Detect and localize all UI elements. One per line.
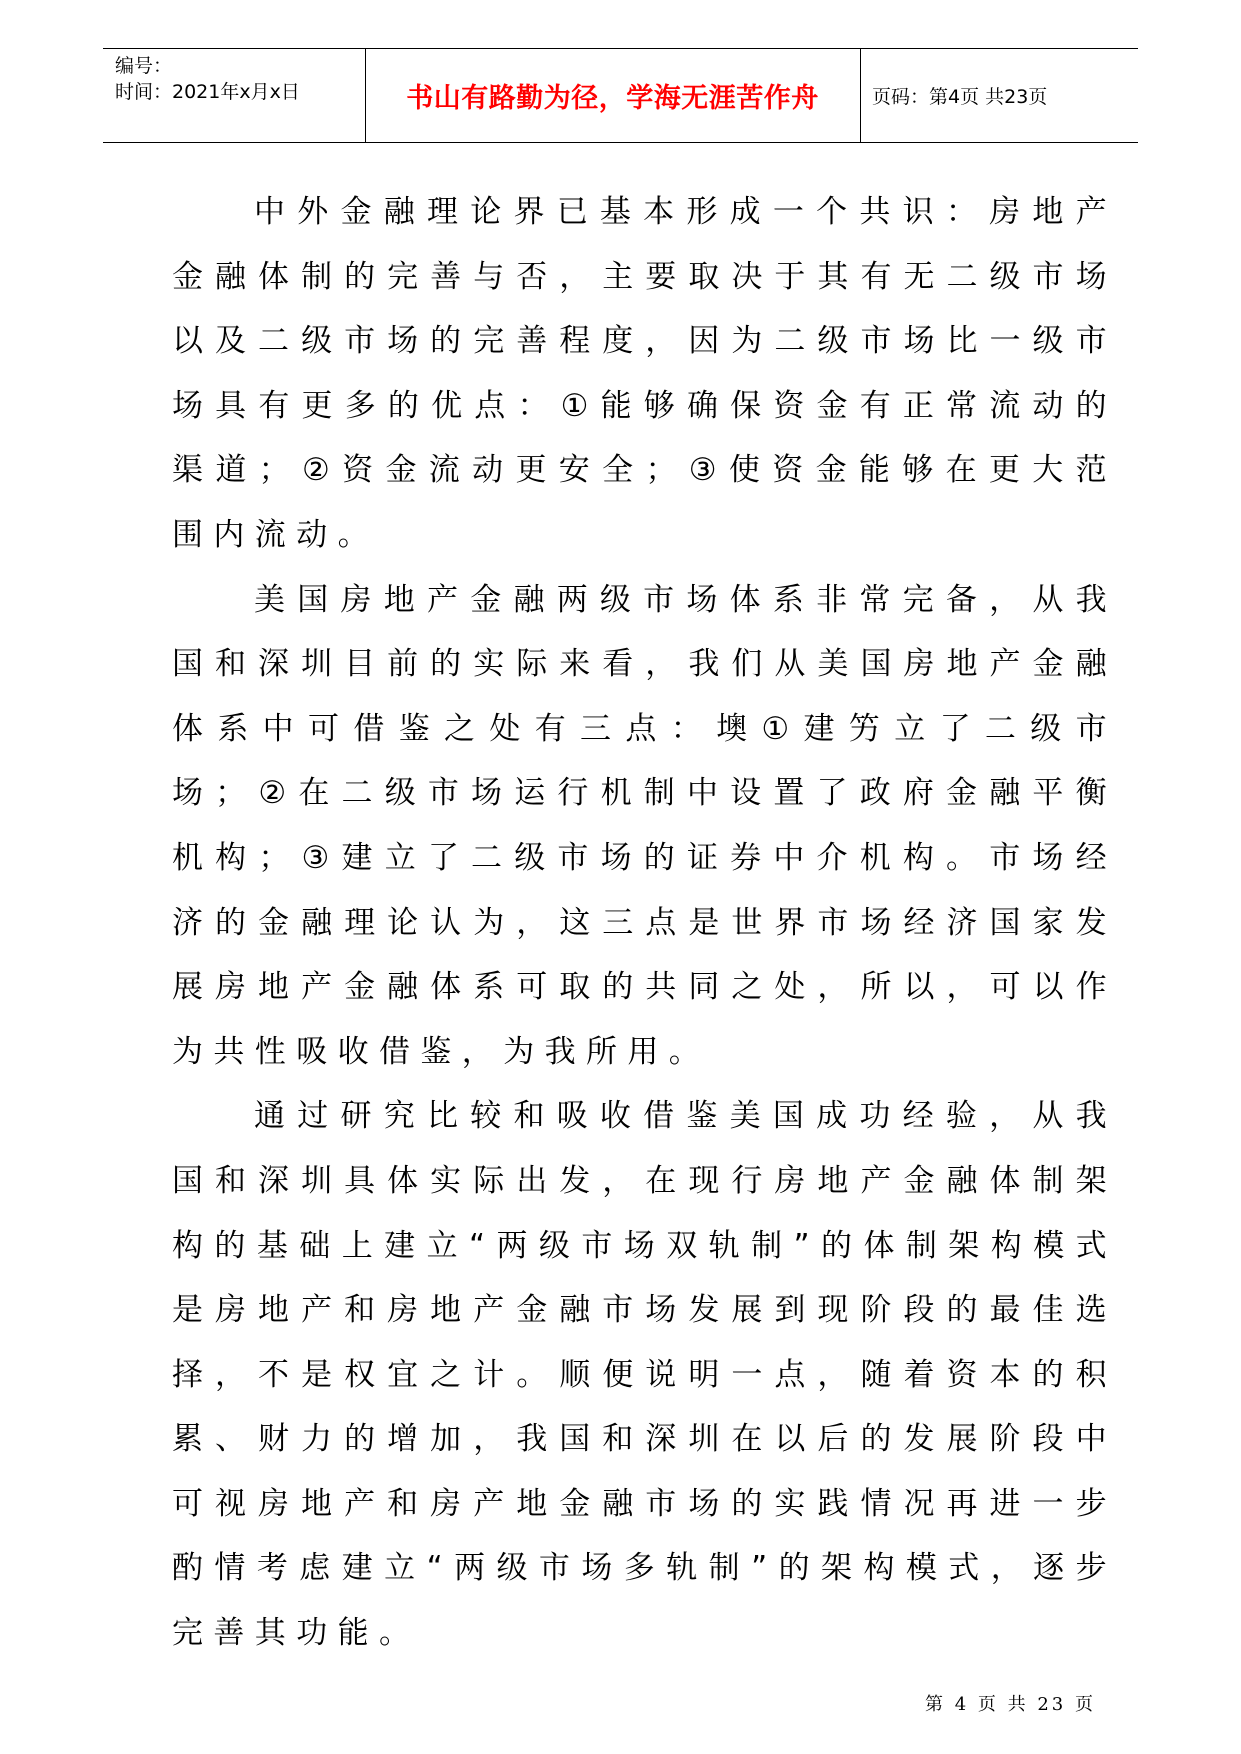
header-divider bbox=[860, 49, 861, 142]
page-header bbox=[103, 48, 1138, 143]
date-line: 时间：2021年x月x日 bbox=[115, 81, 300, 103]
serial-number-label: 编号： bbox=[115, 55, 173, 77]
header-page-info: 页码：第4页 共23页 bbox=[872, 86, 1048, 108]
paragraph: 美国房地产金融两级市场体系非常完备，从我国和深圳目前的实际来看，我们从美国房地产金融体系中可借鉴之处有三点：墺①建竻立了二级市场；②在二级市场运行机制中设置了政府金融平衡机构；③建立了二级市场的证券中介机构。市场经济的金融理论认为，这三点是世界市场经济国家发展房地产金融体系可取的共同之处，所以，可以作为共性吸收借鉴，为我所用。 bbox=[172, 581, 1117, 1070]
header-motto: 书山有路勤为径，学海无涯苦作舟 bbox=[406, 83, 819, 114]
page-footer: 第 4 页 共 23 页 bbox=[925, 1694, 1096, 1715]
paragraph: 通过研究比较和吸收借鉴美国成功经验，从我国和深圳具体实际出发，在现行房地产金融体制架构的基础上建立“两级市场双轨制”的体制架构模式是房地产和房地产金融市场发展到现阶段的最佳选择，不是权宜之计。顺便说明一点，随着资本的积累、财力的增加，我国和深圳在以后的发展阶段中可视房地产和房产地金融市场的实践情况再进一步酌情考虑建立“两级市场多轨制”的架构模式，逐步完善其功能。 bbox=[172, 1098, 1117, 1652]
paragraph: 中外金融理论界已基本形成一个共识：房地产金融体制的完善与否，主要取决于其有无二级市场以及二级市场的完善程度，因为二级市场比一级市场具有更多的优点：①能够确保资金有正常流动的渠道；②资金流动更安全；③使资金能够在更大范围内流动。 bbox=[172, 194, 1117, 553]
header-meta bbox=[115, 53, 300, 105]
document-body bbox=[172, 180, 1117, 1666]
